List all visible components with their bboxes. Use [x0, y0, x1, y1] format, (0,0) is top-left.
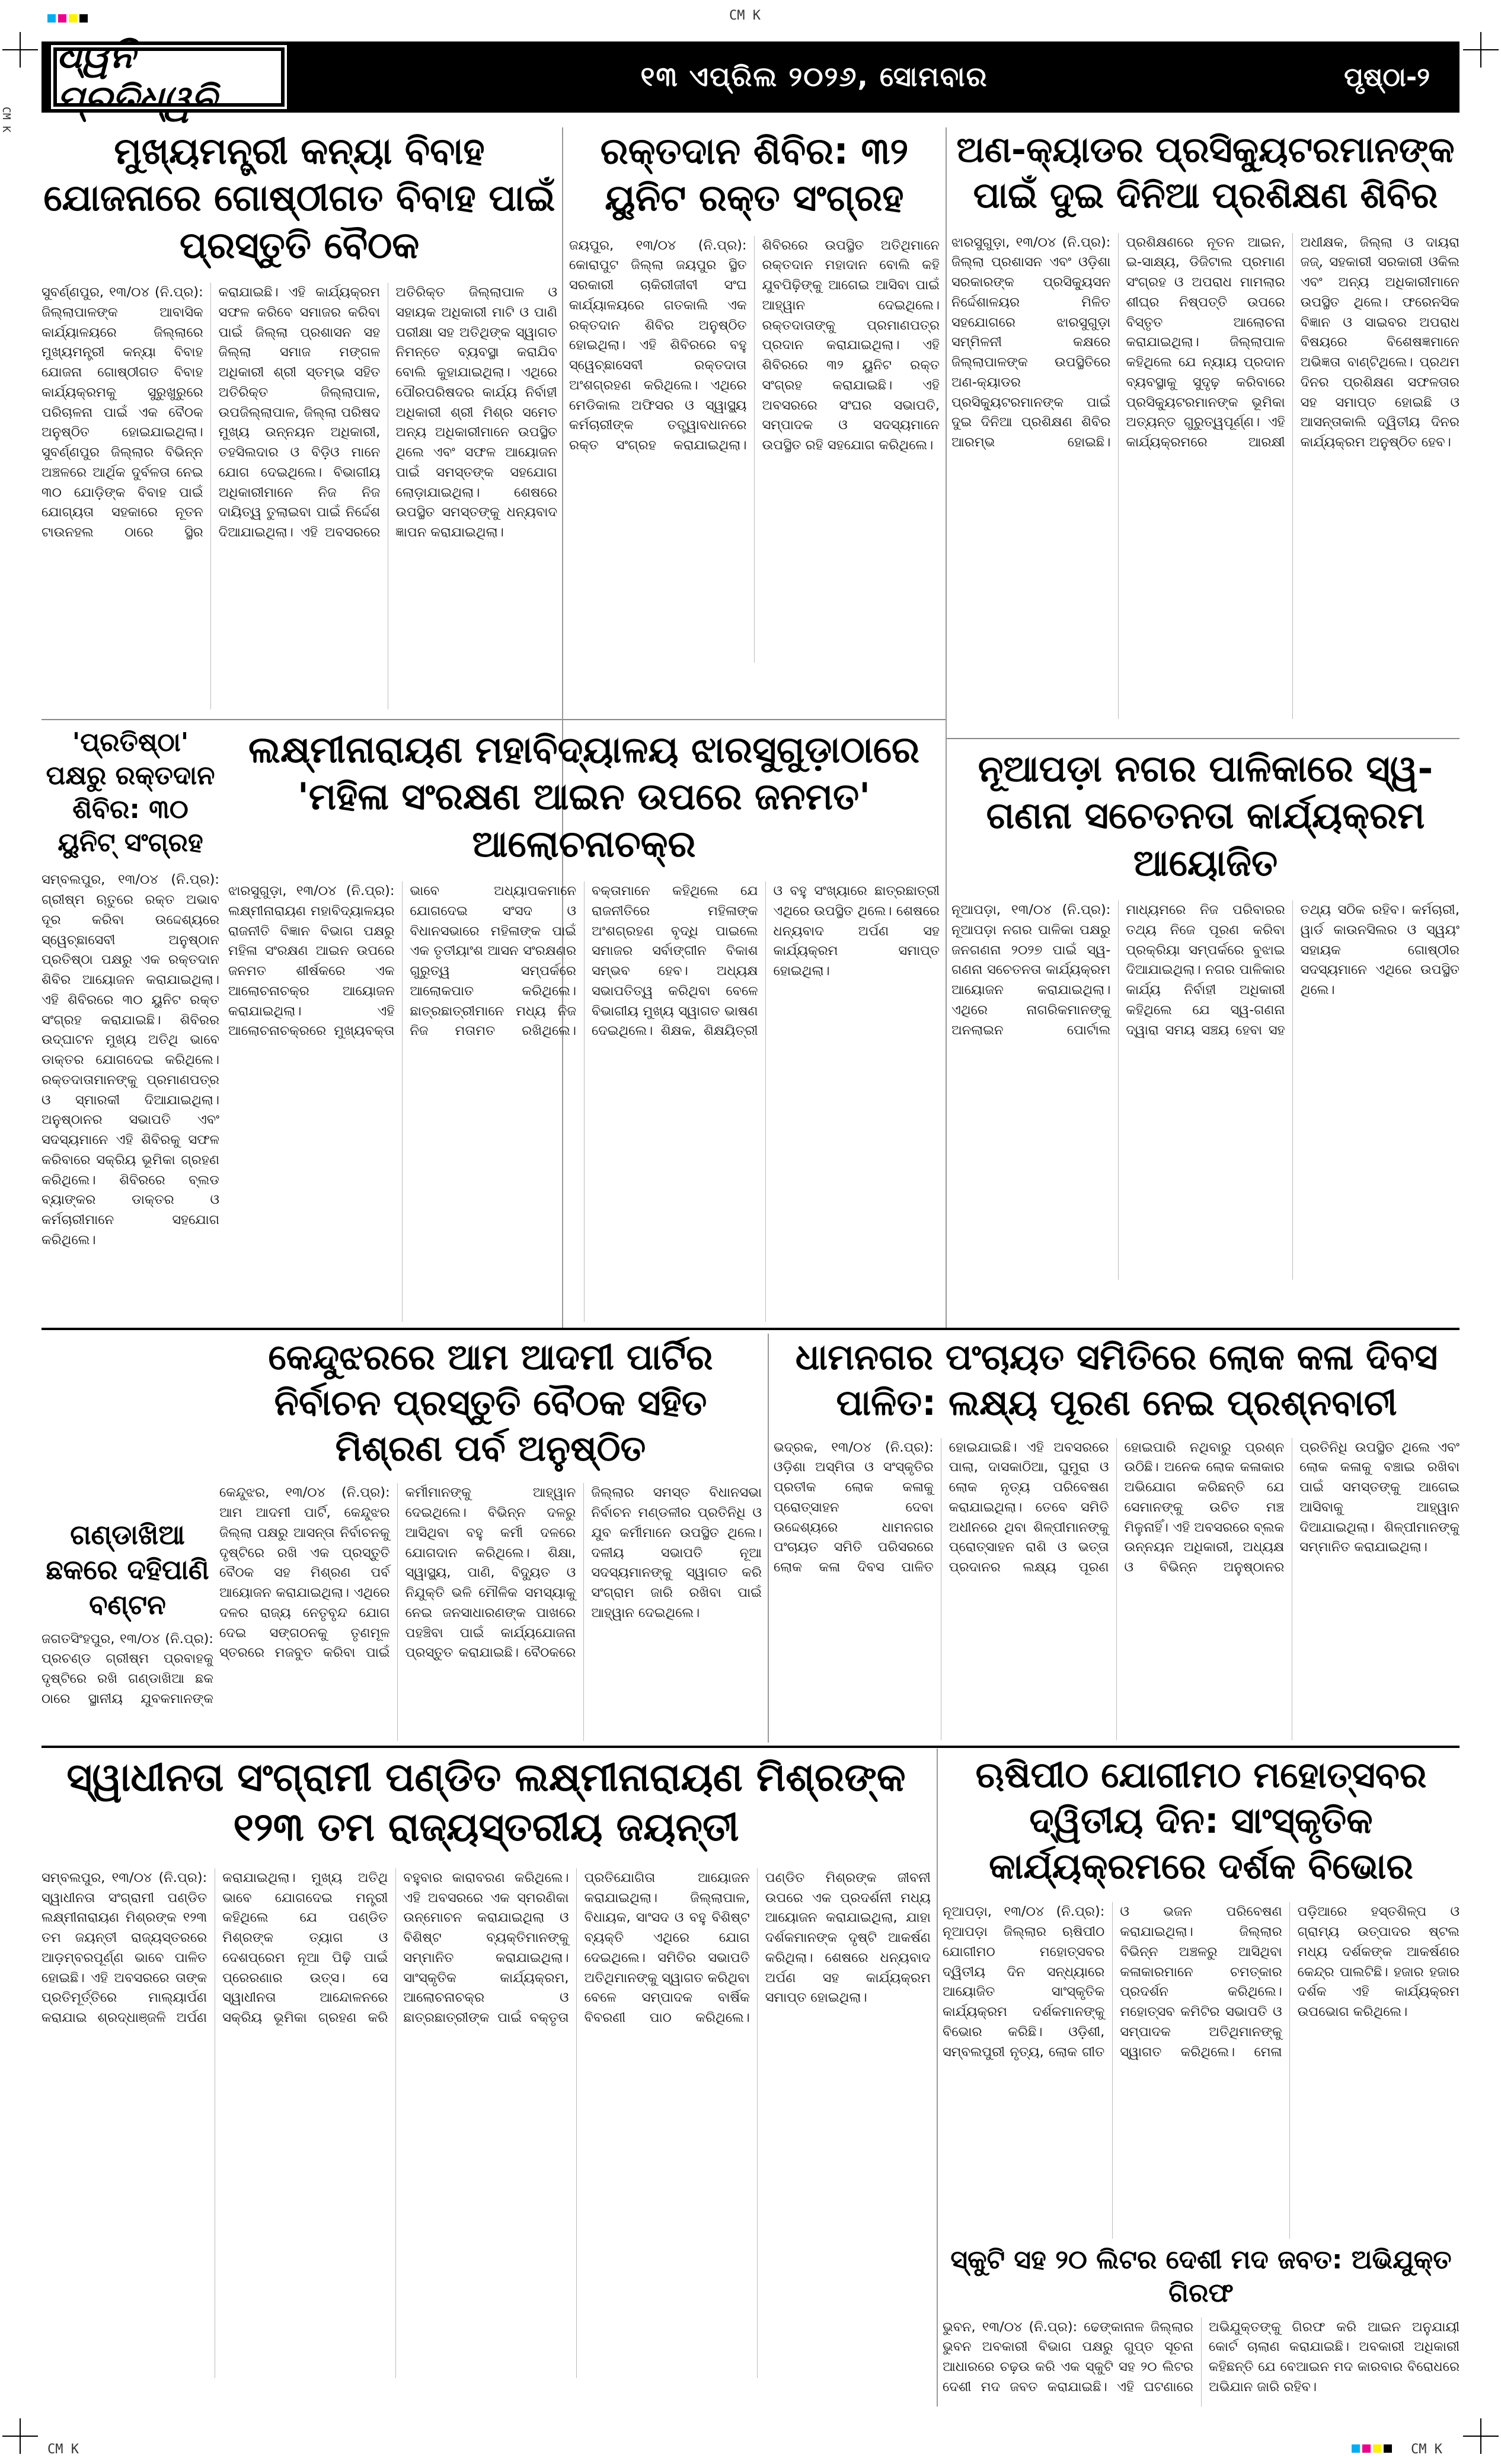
- headline-dhamnagar-lok-kala: ଧାମନଗର ପଂଚାୟତ ସମିତିରେ ଲୋକ କଳା ଦିବସ ପାଳିତ: ଲକ୍ଷ୍ୟ ପୂରଣ ନେଇ ପ୍ରଶ୍ନବାଚୀ: [795, 1337, 1438, 1424]
- headline-yogimath-mahotsav: ଋଷିପୀଠ ଯୋଗୀମଠ ମହୋତ୍ସବର ଦ୍ୱିତୀୟ ଦିନ: ସାଂସ୍କୃତିକ କାର୍ଯ୍ୟକ୍ରମରେ ଦର୍ଶକ ବିଭୋର: [975, 1754, 1427, 1887]
- article-gandakhia-dahipani: [41, 1517, 213, 1743]
- registration-mark-bottom-right: [1463, 2418, 1499, 2454]
- body-women-reservation-seminar: ଝାରସୁଗୁଡ଼ା, ୧୩/୦୪ (ନି.ପ୍ର): ଲକ୍ଷ୍ମୀନାରାୟଣ ମହାବିଦ୍ୟାଳୟର ରାଜନୀତି ବିଜ୍ଞାନ ବିଭାଗ ପକ୍ଷରୁ ମହିଳା ସଂରକ୍ଷଣ ଆଇନ ଉପରେ ଜନମତ ଶୀର୍ଷକରେ ଏକ ଆଲୋଚନାଚକ୍ର ଆୟୋଜନ କରାଯାଇଥିଲା। ଏହି ଆଲୋଚନାଚକ୍ରରେ ମୁଖ୍ୟବକ୍ତା ଭାବେ ଅଧ୍ୟାପକମାନେ ଯୋଗଦେଇ ସଂସଦ ଓ ବିଧାନସଭାରେ ମହିଳାଙ୍କ ପାଇଁ ଏକ ତୃତୀୟାଂଶ ଆସନ ସଂରକ୍ଷଣର ଗୁରୁତ୍ୱ ସମ୍ପର୍କରେ ଆଲୋକପାତ କରିଥିଲେ। ଛାତ୍ରଛାତ୍ରୀମାନେ ମଧ୍ୟ ନିଜ ନିଜ ମତାମତ ରଖିଥିଲେ। ବକ୍ତାମାନେ କହିଥିଲେ ଯେ ରାଜନୀତିରେ ମହିଳାଙ୍କ ଅଂଶଗ୍ରହଣ ବୃଦ୍ଧି ପାଇଲେ ସମାଜର ସର୍ବାଙ୍ଗୀନ ବିକାଶ ସମ୍ଭବ ହେବ। ଅଧ୍ୟକ୍ଷ ସଭାପତିତ୍ୱ କରିଥିବା ବେଳେ ବିଭାଗୀୟ ମୁଖ୍ୟ ସ୍ୱାଗତ ଭାଷଣ ଦେଇଥିଲେ। ଶିକ୍ଷକ, ଶିକ୍ଷୟିତ୍ରୀ ଓ ବହୁ ସଂଖ୍ୟାରେ ଛାତ୍ରଛାତ୍ରୀ ଏଥିରେ ଉପସ୍ଥିତ ଥିଲେ। ଶେଷରେ ଧନ୍ୟବାଦ ଅର୍ପଣ ସହ କାର୍ଯ୍ୟକ୍ରମ ସମାପ୍ତ ହୋଇଥିଲା।: [228, 883, 940, 1039]
- section-divider: [563, 719, 946, 720]
- body-dhamnagar-lok-kala: ଭଦ୍ରକ, ୧୩/୦୪ (ନି.ପ୍ର): ଓଡ଼ିଶା ଅସ୍ମିତା ଓ ସଂସ୍କୃତିର ପ୍ରତୀକ ଲୋକ କଳାକୁ ପ୍ରୋତ୍ସାହନ ଦେବା ଉଦ୍ଦେଶ୍ୟରେ ଧାମନଗର ପଂଚାୟତ ସମିତି ପରିସରରେ ଲୋକ କଳା ଦିବସ ପାଳିତ ହୋଇଯାଇଛି। ଏହି ଅବସରରେ ପାଲା, ଦାସକାଠିଆ, ଘୁମୁରା ଓ ଲୋକ ନୃତ୍ୟ ପରିବେଷଣ କରାଯାଇଥିଲା। ତେବେ ସମିତି ଅଧୀନରେ ଥିବା ଶିଳ୍ପୀମାନଙ୍କୁ ପ୍ରୋତ୍ସାହନ ରାଶି ଓ ଭତ୍ତା ପ୍ରଦାନର ଲକ୍ଷ୍ୟ ପୂରଣ ହୋଇପାରି ନଥିବାରୁ ପ୍ରଶ୍ନ ଉଠିଛି। ଅନେକ ଲୋକ କଳାକାର ଅଭିଯୋଗ କରିଛନ୍ତି ଯେ ସେମାନଙ୍କୁ ଉଚିତ ମଞ୍ଚ ମିଳୁନାହିଁ। ଏହି ଅବସରରେ ବ୍ଲକ ଉନ୍ନୟନ ଅଧିକାରୀ, ଅଧ୍ୟକ୍ଷ ଓ ବିଭିନ୍ନ ଅନୁଷ୍ଠାନର ପ୍ରତିନିଧି ଉପସ୍ଥିତ ଥିଲେ ଏବଂ ଲୋକ କଳାକୁ ବଞ୍ଚାଇ ରଖିବା ପାଇଁ ସମସ୍ତଙ୍କୁ ଆଗେଇ ଆସିବାକୁ ଆହ୍ୱାନ ଦିଆଯାଇଥିଲା। ଶିଳ୍ପୀମାନଙ୍କୁ ସମ୍ମାନିତ କରାଯାଇଥିଲା।: [774, 1439, 1460, 1575]
- print-mark-left-edge: CM K: [0, 107, 12, 133]
- column-rule: [937, 1749, 938, 2407]
- print-mark-top: CM K: [729, 8, 761, 23]
- article-laxminarayan-mishra-jayanti: [41, 1753, 931, 2408]
- body-kanya-bibaha: ସୁବର୍ଣ୍ଣପୁର, ୧୩/୦୪ (ନି.ପ୍ର): ଜିଲ୍ଲାପାଳଙ୍କ ଆବାସିକ କାର୍ଯ୍ୟାଳୟରେ ଜିଲ୍ଲାରେ ମୁଖ୍ୟମନ୍ତ୍ରୀ କନ୍ୟା ବିବାହ ଯୋଜନା ଗୋଷ୍ଠୀଗତ ବିବାହ କାର୍ଯ୍ୟକ୍ରମକୁ ସୁରୁଖୁରୁରେ ପରିଚାଳନା ପାଇଁ ଏକ ବୈଠକ ଅନୁଷ୍ଠିତ ହୋଇଯାଇଥିଲା। ସୁବର୍ଣ୍ଣପୁର ଜିଲ୍ଲାର ବିଭିନ୍ନ ଅଞ୍ଚଳରେ ଆର୍ଥିକ ଦୁର୍ବଳତା ନେଇ ୩୦ ଯୋଡ଼ିଙ୍କ ବିବାହ ପାଇଁ ଯୋଗ୍ୟତା ସହକାରେ ନୂତନ ଟାଉନହଲ ଠାରେ ସ୍ଥିର କରାଯାଇଛି। ଏହି କାର୍ଯ୍ୟକ୍ରମ ସଫଳ କରିବେ ସମାଜର କରିବା ପାଇଁ ଜିଲ୍ଲା ପ୍ରଶାସନ ସହ ଜିଲ୍ଲା ସମାଜ ମଙ୍ଗଳ ଅଧିକାରୀ ଶ୍ରୀ ସ୍ତମ୍ଭ ସହିତ ଅତିରିକ୍ତ ଜିଲ୍ଲାପାଳ, ଉପଜିଲ୍ଲାପାଳ, ଜିଲ୍ଲା ପରିଷଦ ମୁଖ୍ୟ ଉନ୍ନୟନ ଅଧିକାରୀ, ତହସିଲଦାର ଓ ବିଡ଼ିଓ ମାନେ ଯୋଗ ଦେଇଥିଲେ। ବିଭାଗୀୟ ଅଧିକାରୀମାନେ ନିଜ ନିଜ ଦାୟିତ୍ୱ ତୁଲାଇବା ପାଇଁ ନିର୍ଦ୍ଦେଶ ଦିଆଯାଇଥିଲା। ଏହି ଅବସରରେ ଅତିରିକ୍ତ ଜିଲ୍ଲାପାଳ ଓ ସହାୟକ ଅଧିକାରୀ ମାଟି ଓ ପାଣି ପରୀକ୍ଷା ସହ ଅତିଥିଙ୍କ ସ୍ୱାଗତ ନିମନ୍ତେ ବ୍ୟବସ୍ଥା କରାଯିବ ବୋଲି କୁହାଯାଇଥିଲା। ଏଥିରେ ପୌରପରିଷଦର କାର୍ଯ୍ୟ ନିର୍ବାହୀ ଅଧିକାରୀ ଶ୍ରୀ ମିଶ୍ର ସମେତ ଅନ୍ୟ ଅଧିକାରୀମାନେ ଉପସ୍ଥିତ ଥିଲେ ଏବଂ ସଫଳ ଆୟୋଜନ ପାଇଁ ସମସ୍ତଙ୍କ ସହଯୋଗ ଲୋଡ଼ାଯାଇଥିଲା। ଶେଷରେ ଉପସ୍ଥିତ ସମସ୍ତଙ୍କୁ ଧନ୍ୟବାଦ ଜ୍ଞାପନ କରାଯାଇଥିଲା।: [41, 285, 557, 541]
- body-prosecutor-training: ଝାରସୁଗୁଡ଼ା, ୧୩/୦୪ (ନି.ପ୍ର): ଜିଲ୍ଲା ପ୍ରଶାସନ ଏବଂ ଓଡ଼ିଶା ସରକାରଙ୍କ ପ୍ରସିକ୍ୟୁସନ ନିର୍ଦ୍ଦେଶାଳୟର ମିଳିତ ସହଯୋଗରେ ଝାରସୁଗୁଡ଼ା ସମ୍ମିଳନୀ କକ୍ଷରେ ଜିଲ୍ଲାପାଳଙ୍କ ଉପସ୍ଥିତିରେ ଅଣ-କ୍ୟାଡର ପ୍ରସିକ୍ୟୁଟରମାନଙ୍କ ପାଇଁ ଦୁଇ ଦିନିଆ ପ୍ରଶିକ୍ଷଣ ଶିବିର ଆରମ୍ଭ ହୋଇଛି। ପ୍ରଶିକ୍ଷଣରେ ନୂତନ ଆଇନ, ଇ-ସାକ୍ଷ୍ୟ, ଡିଜିଟାଲ ପ୍ରମାଣ ସଂଗ୍ରହ ଓ ଅପରାଧ ମାମଲାର ଶୀଘ୍ର ନିଷ୍ପତ୍ତି ଉପରେ ବିସ୍ତୃତ ଆଲୋଚନା କରାଯାଇଥିଲା। ଜିଲ୍ଲାପାଳ କହିଥିଲେ ଯେ ନ୍ୟାୟ ପ୍ରଦାନ ବ୍ୟବସ୍ଥାକୁ ସୁଦୃଢ଼ କରିବାରେ ପ୍ରସିକ୍ୟୁଟରମାନଙ୍କ ଭୂମିକା ଅତ୍ୟନ୍ତ ଗୁରୁତ୍ୱପୂର୍ଣ୍ଣ। ଏହି କାର୍ଯ୍ୟକ୍ରମରେ ଆରକ୍ଷୀ ଅଧୀକ୍ଷକ, ଜିଲ୍ଲା ଓ ଦାୟରା ଜଜ୍, ସହକାରୀ ସରକାରୀ ଓକିଲ ଏବଂ ଅନ୍ୟ ଅଧିକାରୀମାନେ ଉପସ୍ଥିତ ଥିଲେ। ଫରେନସିକ ବିଜ୍ଞାନ ଓ ସାଇବର ଅପରାଧ ବିଷୟରେ ବିଶେଷଜ୍ଞମାନେ ଅଭିଜ୍ଞତା ବାଣ୍ଟିଥିଲେ। ପ୍ରଥମ ଦିନର ପ୍ରଶିକ୍ଷଣ ସଫଳତାର ସହ ସମାପ୍ତ ହୋଇଛି ଓ ଆସନ୍ତାକାଲି ଦ୍ୱିତୀୟ ଦିନର କାର୍ଯ୍ୟକ୍ରମ ଅନୁଷ୍ଠିତ ହେବ।: [951, 234, 1460, 450]
- section-divider: [41, 719, 562, 720]
- column-rule: [946, 127, 947, 1328]
- body-liquor-seizure: ଭୁବନ, ୧୩/୦୪ (ନି.ପ୍ର): ଢେଙ୍କାନାଳ ଜିଲ୍ଲାର ଭୁବନ ଅବକାରୀ ବିଭାଗ ପକ୍ଷରୁ ଗୁପ୍ତ ସୂଚନା ଆଧାରରେ ଚଢ଼ଉ କରି ଏକ ସ୍କୁଟି ସହ ୨୦ ଲିଟର ଦେଶୀ ମଦ ଜବତ କରାଯାଇଛି। ଏହି ଘଟଣାରେ ଅଭିଯୁକ୍ତଙ୍କୁ ଗିରଫ କରି ଆଇନ ଅନୁଯାୟୀ କୋର୍ଟ ଚାଲାଣ କରାଯାଇଛି। ଅବକାରୀ ଅଧିକାରୀ କହିଛନ୍ତି ଯେ ବେଆଇନ ମଦ କାରବାର ବିରୋଧରେ ଅଭିଯାନ ଜାରି ରହିବ।: [943, 2319, 1460, 2395]
- body-nuapada-self-census: ନୂଆପଡ଼ା, ୧୩/୦୪ (ନି.ପ୍ର): ନୂଆପଡ଼ା ନଗର ପାଳିକା ପକ୍ଷରୁ ଜନଗଣନା ୨୦୨୭ ପାଇଁ ସ୍ୱ-ଗଣନା ସଚେତନତା କାର୍ଯ୍ୟକ୍ରମ ଆୟୋଜନ କରାଯାଇଥିଲା। ଏଥିରେ ନାଗରିକମାନଙ୍କୁ ଅନଲାଇନ ପୋର୍ଟାଲ ମାଧ୍ୟମରେ ନିଜ ପରିବାରର ତଥ୍ୟ ନିଜେ ପୂରଣ କରିବା ପ୍ରକ୍ରିୟା ସମ୍ପର୍କରେ ବୁଝାଇ ଦିଆଯାଇଥିଲା। ନଗର ପାଳିକାର କାର୍ଯ୍ୟ ନିର୍ବାହୀ ଅଧିକାରୀ କହିଥିଲେ ଯେ ସ୍ୱ-ଗଣନା ଦ୍ୱାରା ସମୟ ସଞ୍ଚୟ ହେବା ସହ ତଥ୍ୟ ସଠିକ ରହିବ। କର୍ମଚାରୀ, ୱାର୍ଡ କାଉନସିଲର ଓ ସ୍ୱୟଂ ସହାୟକ ଗୋଷ୍ଠୀର ସଦସ୍ୟମାନେ ଏଥିରେ ଉପସ୍ଥିତ ଥିଲେ।: [951, 902, 1460, 1038]
- headline-prosecutor-training: ଅଣ-କ୍ୟାଡର ପ୍ରସିକ୍ୟୁଟରମାନଙ୍କ ପାଇଁ ଦୁଇ ଦିନିଆ ପ୍ରଶିକ୍ଷଣ ଶିବିର: [956, 129, 1455, 216]
- headline-liquor-seizure: ସ୍କୁଟି ସହ ୨୦ ଲିଟର ଦେଶୀ ମଦ ଜବତ: ଅଭିଯୁକ୍ତ ଗିରଫ: [950, 2245, 1452, 2309]
- article-aap-keonjhar: [219, 1335, 762, 1741]
- body-laxminarayan-mishra-jayanti: ସମ୍ବଲପୁର, ୧୩/୦୪ (ନି.ପ୍ର): ସ୍ୱାଧୀନତା ସଂଗ୍ରାମୀ ପଣ୍ଡିତ ଲକ୍ଷ୍ମୀନାରାୟଣ ମିଶ୍ରଙ୍କ ୧୨୩ ତମ ଜୟନ୍ତୀ ରାଜ୍ୟସ୍ତରରେ ଆଡ଼ମ୍ବରପୂର୍ଣ୍ଣ ଭାବେ ପାଳିତ ହୋଇଛି। ଏହି ଅବସରରେ ତାଙ୍କ ପ୍ରତିମୂର୍ତ୍ତିରେ ମାଲ୍ୟାର୍ପଣ କରାଯାଇ ଶ୍ରଦ୍ଧାଞ୍ଜଳି ଅର୍ପଣ କରାଯାଇଥିଲା। ମୁଖ୍ୟ ଅତିଥି ଭାବେ ଯୋଗଦେଇ ମନ୍ତ୍ରୀ କହିଥିଲେ ଯେ ପଣ୍ଡିତ ମିଶ୍ରଙ୍କ ତ୍ୟାଗ ଓ ଦେଶପ୍ରେମ ନୂଆ ପିଢ଼ି ପାଇଁ ପ୍ରେରଣାର ଉତ୍ସ। ସେ ସ୍ୱାଧୀନତା ଆନ୍ଦୋଳନରେ ସକ୍ରିୟ ଭୂମିକା ଗ୍ରହଣ କରି ବହୁବାର କାରାବରଣ କରିଥିଲେ। ଏହି ଅବସରରେ ଏକ ସ୍ମରଣିକା ଉନ୍ମୋଚନ କରାଯାଇଥିଲା ଓ ବିଶିଷ୍ଟ ବ୍ୟକ୍ତିମାନଙ୍କୁ ସମ୍ମାନିତ କରାଯାଇଥିଲା। ସାଂସ୍କୃତିକ କାର୍ଯ୍ୟକ୍ରମ, ଆଲୋଚନାଚକ୍ର ଓ ଛାତ୍ରଛାତ୍ରୀଙ୍କ ପାଇଁ ବକ୍ତୃତା ପ୍ରତିଯୋଗିତା ଆୟୋଜନ କରାଯାଇଥିଲା। ଜିଲ୍ଲାପାଳ, ବିଧାୟକ, ସାଂସଦ ଓ ବହୁ ବିଶିଷ୍ଟ ବ୍ୟକ୍ତି ଏଥିରେ ଯୋଗ ଦେଇଥିଲେ। ସମିତିର ସଭାପତି ଅତିଥିମାନଙ୍କୁ ସ୍ୱାଗତ କରିଥିବା ବେଳେ ସମ୍ପାଦକ ବାର୍ଷିକ ବିବରଣୀ ପାଠ କରିଥିଲେ। ପଣ୍ଡିତ ମିଶ୍ରଙ୍କ ଜୀବନୀ ଉପରେ ଏକ ପ୍ରଦର୍ଶନୀ ମଧ୍ୟ ଆୟୋଜନ କରାଯାଇଥିଲା, ଯାହା ଦର୍ଶକମାନଙ୍କ ଦୃଷ୍ଟି ଆକର୍ଷଣ କରିଥିଲା। ଶେଷରେ ଧନ୍ୟବାଦ ଅର୍ପଣ ସହ କାର୍ଯ୍ୟକ୍ରମ ସମାପ୍ତ ହୋଇଥିଲା।: [41, 1869, 931, 2026]
- article-pratishtha-raktadan: [41, 726, 219, 1322]
- section-divider: [41, 1746, 1460, 1748]
- print-mark-bottom-left: CM K: [47, 2442, 79, 2457]
- headline-raktadan-32: ରକ୍ତଦାନ ଶିବିର: ୩୨ ୟୁନିଟ ରକ୍ତ ସଂଗ୍ରହ: [600, 129, 909, 220]
- body-yogimath-mahotsav: ନୂଆପଡ଼ା, ୧୩/୦୪ (ନି.ପ୍ର): ନୂଆପଡ଼ା ଜିଲ୍ଲାର ଋଷିପୀଠ ଯୋଗୀମଠ ମହୋତ୍ସବର ଦ୍ୱିତୀୟ ଦିନ ସନ୍ଧ୍ୟାରେ ଆୟୋଜିତ ସାଂସ୍କୃତିକ କାର୍ଯ୍ୟକ୍ରମ ଦର୍ଶକମାନଙ୍କୁ ବିଭୋର କରିଛି। ଓଡ଼ିଶୀ, ସମ୍ବଲପୁରୀ ନୃତ୍ୟ, ଲୋକ ଗୀତ ଓ ଭଜନ ପରିବେଷଣ କରାଯାଇଥିଲା। ଜିଲ୍ଲାର ବିଭିନ୍ନ ଅଞ୍ଚଳରୁ ଆସିଥିବା କଳାକାରମାନେ ଚମତ୍କାର ପ୍ରଦର୍ଶନ କରିଥିଲେ। ମହୋତ୍ସବ କମିଟିର ସଭାପତି ଓ ସମ୍ପାଦକ ଅତିଥିମାନଙ୍କୁ ସ୍ୱାଗତ କରିଥିଲେ। ମେଳା ପଡ଼ିଆରେ ହସ୍ତଶିଳ୍ପ ଓ ଗ୍ରାମ୍ୟ ଉତ୍ପାଦର ଷ୍ଟଲ ମଧ୍ୟ ଦର୍ଶକଙ୍କ ଆକର୍ଷଣର କେନ୍ଦ୍ର ପାଲଟିଛି। ହଜାର ହଜାର ଦର୍ଶକ ଏହି କାର୍ଯ୍ୟକ୍ରମ ଉପଭୋଗ କରିଥିଲେ।: [943, 1904, 1460, 2060]
- registration-mark-bottom-left: [2, 2418, 38, 2454]
- article-nuapada-self-census: [951, 745, 1460, 1322]
- headline-nuapada-self-census: ନୂଆପଡ଼ା ନଗର ପାଳିକାରେ ସ୍ୱ-ଗଣନା ସଚେତନତା କାର୍ଯ୍ୟକ୍ରମ ଆୟୋଜିତ: [978, 747, 1433, 884]
- headline-pratishtha-raktadan: 'ପ୍ରତିଷ୍ଠା' ପକ୍ଷରୁ ରକ୍ତଦାନ ଶିବିର: ୩୦ ୟୁନିଟ୍ ସଂଗ୍ରହ: [46, 727, 215, 858]
- issue-date: ୧୩ ଏପ୍ରିଲ ୨୦୨୬, ସୋମବାର: [640, 60, 988, 92]
- registration-mark-top-left: [2, 32, 38, 68]
- newspaper-logo: ଧ୍ୱନି ପ୍ରତିଧ୍ୱନି: [53, 47, 285, 107]
- body-pratishtha-raktadan: ସମ୍ବଲପୁର, ୧୩/୦୪ (ନି.ପ୍ର): ଗ୍ରୀଷ୍ମ ଋତୁରେ ରକ୍ତ ଅଭାବ ଦୂର କରିବା ଉଦ୍ଦେଶ୍ୟରେ ସ୍ୱେଚ୍ଛାସେବୀ ଅନୁଷ୍ଠାନ ପ୍ରତିଷ୍ଠା ପକ୍ଷରୁ ଏକ ରକ୍ତଦାନ ଶିବିର ଆୟୋଜନ କରାଯାଇଥିଲା। ଏହି ଶିବିରରେ ୩୦ ୟୁନିଟ ରକ୍ତ ସଂଗ୍ରହ କରାଯାଇଛି। ଶିବିରର ଉଦ୍‌ଘାଟନ ମୁଖ୍ୟ ଅତିଥି ଭାବେ ଡାକ୍ତର ଯୋଗଦେଇ କରିଥିଲେ। ରକ୍ତଦାତାମାନଙ୍କୁ ପ୍ରମାଣପତ୍ର ଓ ସ୍ମାରକୀ ଦିଆଯାଇଥିଲା। ଅନୁଷ୍ଠାନର ସଭାପତି ଏବଂ ସଦସ୍ୟମାନେ ଏହି ଶିବିରକୁ ସଫଳ କରିବାରେ ସକ୍ରିୟ ଭୂମିକା ଗ୍ରହଣ କରିଥିଲେ। ଶିବିରରେ ବ୍ଲଡ ବ୍ୟାଙ୍କର ଡାକ୍ତର ଓ କର୍ମଚାରୀମାନେ ସହଯୋଗ କରିଥିଲେ।: [41, 872, 219, 1248]
- body-raktadan-32: ଜୟପୁର, ୧୩/୦୪ (ନି.ପ୍ର): କୋରାପୁଟ ଜିଲ୍ଲା ଜୟପୁର ସ୍ଥିତ ସରକାରୀ ଚାକିରୀଜୀବୀ ସଂଘ କାର୍ଯ୍ୟାଳୟରେ ଗତକାଲି ଏକ ରକ୍ତଦାନ ଶିବିର ଅନୁଷ୍ଠିତ ହୋଇଥିଲା। ଏହି ଶିବିରରେ ବହୁ ସ୍ୱେଚ୍ଛାସେବୀ ରକ୍ତଦାତା ଅଂଶଗ୍ରହଣ କରିଥିଲେ। ଏଥିରେ ମେଡିକାଲ ଅଫିସର ଓ ସ୍ୱାସ୍ଥ୍ୟ କର୍ମଚାରୀଙ୍କ ତତ୍ତ୍ୱାବଧାନରେ ରକ୍ତ ସଂଗ୍ରହ କରାଯାଇଥିଲା। ଶିବିରରେ ଉପସ୍ଥିତ ଅତିଥିମାନେ ରକ୍ତଦାନ ମହାଦାନ ବୋଲି କହି ଯୁବପିଢ଼ିଙ୍କୁ ଆଗେଇ ଆସିବା ପାଇଁ ଆହ୍ୱାନ ଦେଇଥିଲେ। ରକ୍ତଦାତାଙ୍କୁ ପ୍ରମାଣପତ୍ର ପ୍ରଦାନ କରାଯାଇଥିଲା। ଏହି ଶିବିରରେ ୩୨ ୟୁନିଟ ରକ୍ତ ସଂଗ୍ରହ କରାଯାଇଛି। ଏହି ଅବସରରେ ସଂଘର ସଭାପତି, ସମ୍ପାଦକ ଓ ସଦସ୍ୟମାନେ ଉପସ୍ଥିତ ରହି ସହଯୋଗ କରିଥିଲେ।: [569, 237, 940, 453]
- headline-gandakhia-dahipani: ଗଣ୍ଡାଖିଆ ଛକରେ ଦହିପାଣି ବଣ୍ଟନ: [46, 1519, 209, 1621]
- article-raktadan-32: [569, 127, 940, 714]
- article-kanya-bibaha: [41, 127, 557, 714]
- print-mark-bottom-right: CM K: [1411, 2442, 1442, 2457]
- color-bar-bottom: [1352, 2444, 1392, 2453]
- article-liquor-seizure: [943, 2244, 1460, 2407]
- headline-kanya-bibaha: ମୁଖ୍ୟମନ୍ତ୍ରୀ କନ୍ୟା ବିବାହ ଯୋଜନାରେ ଗୋଷ୍ଠୀଗତ ବିବାହ ପାଇଁ ପ୍ରସ୍ତୁତି ବୈଠକ: [43, 129, 555, 267]
- body-aap-keonjhar: କେନ୍ଦୁଝର, ୧୩/୦୪ (ନି.ପ୍ର): ଆମ ଆଦମୀ ପାର୍ଟି, କେନ୍ଦୁଝର ଜିଲ୍ଲା ପକ୍ଷରୁ ଆସନ୍ତା ନିର୍ବାଚନକୁ ଦୃଷ୍ଟିରେ ରଖି ଏକ ପ୍ରସ୍ତୁତି ବୈଠକ ସହ ମିଶ୍ରଣ ପର୍ବ ଆୟୋଜନ କରାଯାଇଥିଲା। ଏଥିରେ ଦଳର ରାଜ୍ୟ ନେତୃବୃନ୍ଦ ଯୋଗ ଦେଇ ସଙ୍ଗଠନକୁ ତୃଣମୂଳ ସ୍ତରରେ ମଜବୁତ କରିବା ପାଇଁ କର୍ମୀମାନଙ୍କୁ ଆହ୍ୱାନ ଦେଇଥିଲେ। ବିଭିନ୍ନ ଦଳରୁ ଆସିଥିବା ବହୁ କର୍ମୀ ଦଳରେ ଯୋଗଦାନ କରିଥିଲେ। ଶିକ୍ଷା, ସ୍ୱାସ୍ଥ୍ୟ, ପାଣି, ବିଦ୍ୟୁତ ଓ ନିଯୁକ୍ତି ଭଳି ମୌଳିକ ସମସ୍ୟାକୁ ନେଇ ଜନସାଧାରଣଙ୍କ ପାଖରେ ପହଞ୍ଚିବା ପାଇଁ କାର୍ଯ୍ୟଯୋଜନା ପ୍ରସ୍ତୁତ କରାଯାଇଛି। ବୈଠକରେ ଜିଲ୍ଲାର ସମସ୍ତ ବିଧାନସଭା ନିର୍ବାଚନ ମଣ୍ଡଳୀର ପ୍ରତିନିଧି ଓ ଯୁବ କର୍ମୀମାନେ ଉପସ୍ଥିତ ଥିଲେ। ଦଳୀୟ ସଭାପତି ନୂଆ ସଦସ୍ୟମାନଙ୍କୁ ସ୍ୱାଗତ କରି ସଂଗ୍ରାମ ଜାରି ରଖିବା ପାଇଁ ଆହ୍ୱାନ ଦେଇଥିଲେ।: [219, 1485, 762, 1661]
- section-divider: [947, 738, 1460, 739]
- article-women-reservation-seminar: [228, 726, 940, 1322]
- headline-laxminarayan-mishra-jayanti: ସ୍ୱାଧୀନତା ସଂଗ୍ରାମୀ ପଣ୍ଡିତ ଲକ୍ଷ୍ମୀନାରାୟଣ ମିଶ୍ରଙ୍କ ୧୨୩ ତମ ରାଜ୍ୟସ୍ତରୀୟ ଜୟନ୍ତୀ: [66, 1754, 906, 1851]
- registration-mark-top-right: [1463, 32, 1499, 68]
- color-bar-top: [47, 14, 88, 23]
- article-dhamnagar-lok-kala: [774, 1335, 1460, 1741]
- column-rule: [768, 1334, 769, 1743]
- headline-women-reservation-seminar: ଲକ୍ଷ୍ମୀନାରାୟଣ ମହାବିଦ୍ୟାଳୟ ଝାରସୁଗୁଡ଼ାଠାରେ 'ମହିଳା ସଂରକ୍ଷଣ ଆଇନ ଉପରେ ଜନମତ' ଆଲୋଚନାଚକ୍ର: [248, 728, 919, 865]
- section-divider: [41, 1328, 1460, 1330]
- headline-aap-keonjhar: କେନ୍ଦୁଝରରେ ଆମ ଆଦମୀ ପାର୍ଟିର ନିର୍ବାଚନ ପ୍ରସ୍ତୁତି ବୈଠକ ସହିତ ମିଶ୍ରଣ ପର୍ବ ଅନୁଷ୍ଠିତ: [268, 1337, 713, 1469]
- article-prosecutor-training: [951, 127, 1460, 733]
- body-gandakhia-dahipani: ଜଗତସିଂହପୁର, ୧୩/୦୪ (ନି.ପ୍ର): ପ୍ରଚଣ୍ଡ ଗ୍ରୀଷ୍ମ ପ୍ରବାହକୁ ଦୃଷ୍ଟିରେ ରଖି ଗଣ୍ଡାଖିଆ ଛକ ଠାରେ ସ୍ଥାନୀୟ ଯୁବକମାନଙ୍କ: [41, 1631, 213, 1706]
- page-number: ପୃଷ୍ଠା-୨: [1344, 62, 1430, 92]
- article-yogimath-mahotsav: [943, 1753, 1460, 2239]
- masthead-bar: [41, 33, 1460, 120]
